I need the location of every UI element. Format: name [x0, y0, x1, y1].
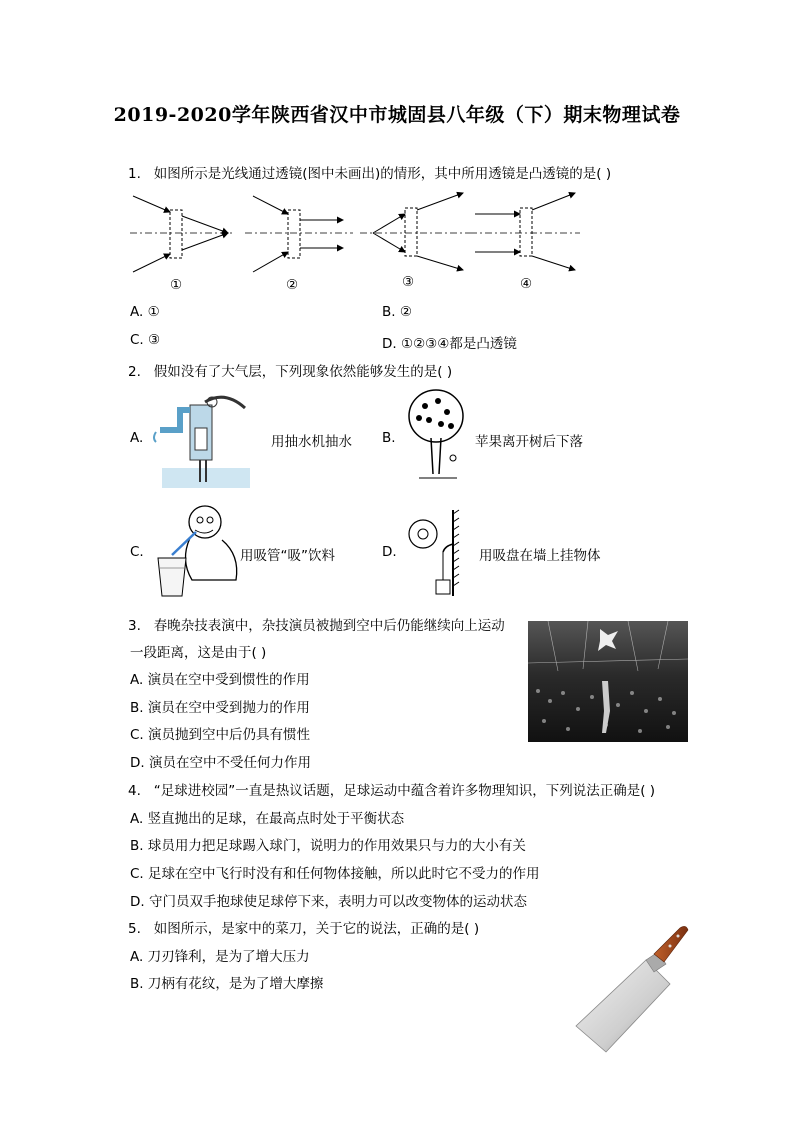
question-5	[128, 917, 479, 937]
question-text-line1: 春晚杂技表演中，杂技演员被抛到空中后仍能继续向上运动	[153, 618, 505, 634]
question-text: 如图所示是光线通过透镜(图中未画出)的情形，其中所用透镜是凸透镜的是( )	[153, 166, 612, 182]
figure-label-4: ④	[520, 276, 533, 292]
option-a[interactable]: A. 竖直抛出的足球，在最高点时处于平衡状态	[130, 811, 405, 827]
question-number: 2.	[128, 364, 141, 380]
figure-label-1: ①	[170, 277, 183, 293]
option-a[interactable]: A. 刀刃锋利，是为了增大压力	[130, 949, 310, 965]
option-c[interactable]: C. 足球在空中飞行时没有和任何物体接触，所以此时它不受力的作用	[130, 866, 540, 882]
lens-ray-diagrams	[125, 190, 585, 295]
question-text: 假如没有了大气层，下列现象依然能够发生的是( )	[153, 364, 453, 380]
question-text: 如图所示，是家中的菜刀，关于它的说法，正确的是( )	[153, 921, 480, 937]
option-a[interactable]: A.	[130, 430, 144, 446]
option-b[interactable]: B. 球员用力把足球踢入球门，说明力的作用效果只与力的大小有关	[130, 838, 526, 854]
option-c-text: 用吸管“吸”饮料	[240, 548, 335, 564]
diagram-1	[130, 196, 235, 272]
question-text-line2: 一段距离，这是由于( )	[130, 645, 267, 661]
option-c[interactable]: C. ③	[130, 332, 161, 348]
question-number: 4.	[128, 783, 141, 799]
question-number: 3.	[128, 618, 141, 634]
acrobat-photo	[528, 621, 688, 742]
figure-label-3: ③	[402, 274, 415, 290]
option-d[interactable]: D. 演员在空中不受任何力作用	[130, 755, 311, 771]
diagram-2	[245, 196, 353, 272]
question-3	[128, 614, 505, 634]
figure-label-2: ②	[286, 277, 299, 293]
option-d-text: 用吸盘在墙上挂物体	[479, 548, 601, 564]
option-c[interactable]: C. 演员抛到空中后仍具有惯性	[130, 727, 311, 743]
diagram-3	[360, 193, 470, 270]
option-b-text: 苹果离开树后下落	[475, 434, 583, 450]
diagram-4	[470, 193, 580, 270]
suction-cup-image	[403, 508, 478, 598]
option-b[interactable]: B.	[382, 430, 396, 446]
question-number: 5.	[128, 921, 141, 937]
option-d[interactable]: D.	[382, 544, 397, 560]
option-c[interactable]: C.	[130, 544, 144, 560]
option-a-text: 用抽水机抽水	[271, 434, 352, 450]
option-a[interactable]: A. ①	[130, 304, 160, 320]
question-1	[128, 162, 611, 182]
drinking-straw-image	[150, 500, 240, 598]
question-text: “足球进校园”一直是热议话题，足球运动中蕴含着许多物理知识，下列说法正确是( )	[153, 783, 656, 799]
apple-tree-image	[405, 386, 467, 486]
option-b[interactable]: B. ②	[382, 304, 412, 320]
page-title: 2019-2020学年陕西省汉中市城固县八年级（下）期末物理试卷	[113, 104, 681, 126]
question-2	[128, 360, 452, 380]
question-4	[128, 779, 655, 799]
option-b[interactable]: B. 刀柄有花纹，是为了增大摩擦	[130, 976, 324, 992]
option-b[interactable]: B. 演员在空中受到抛力的作用	[130, 700, 310, 716]
option-d[interactable]: D. 守门员双手抱球使足球停下来，表明力可以改变物体的运动状态	[130, 894, 527, 910]
option-a[interactable]: A. 演员在空中受到惯性的作用	[130, 672, 310, 688]
kitchen-knife-image	[572, 922, 692, 1057]
question-number: 1.	[128, 166, 141, 182]
option-d[interactable]: D. ①②③④都是凸透镜	[382, 336, 517, 352]
water-pump-image	[150, 390, 250, 488]
